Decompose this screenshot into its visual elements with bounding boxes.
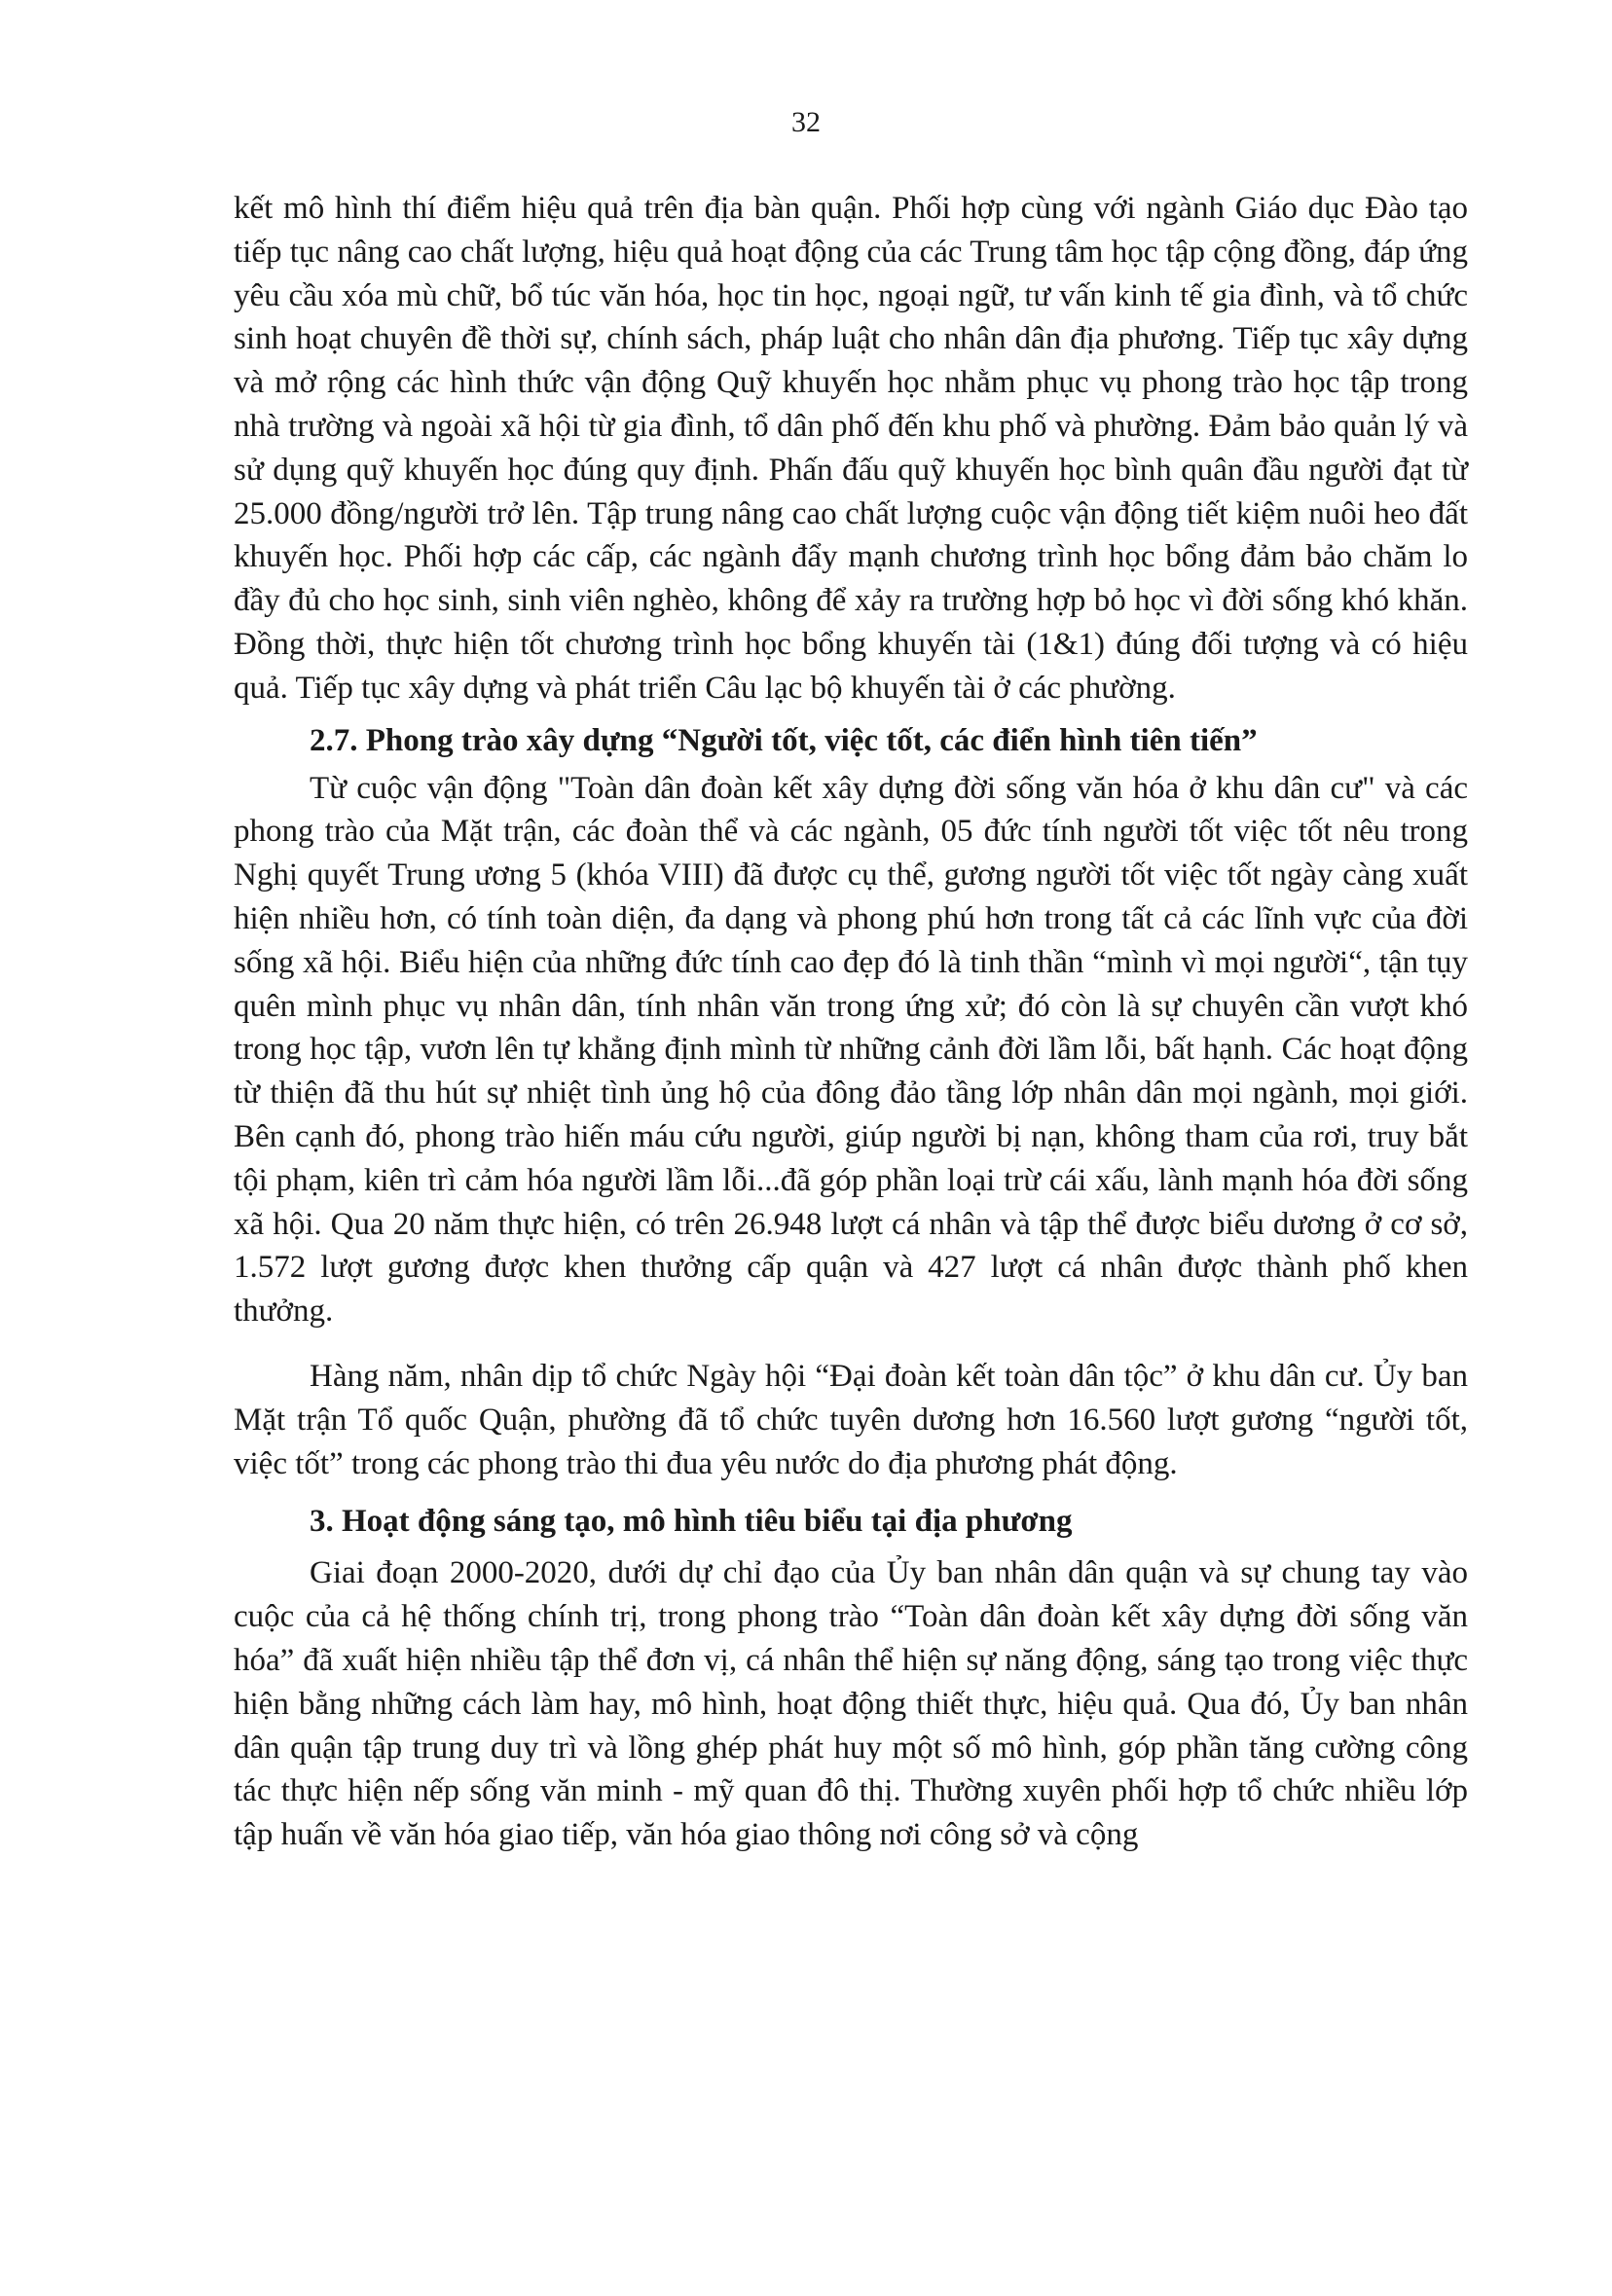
paragraph-khuyen-hoc: kết mô hình thí điểm hiệu quả trên địa bàn quận. Phối hợp cùng với ngành Giáo dục Đào tạo tiếp tục nâng cao chất lượng, hiệu quả hoạt động của các Trung tâm học tập cộng đồng, đáp ứng yêu cầu xóa mù chữ, bổ túc văn hóa, học tin học, ngoại ngữ, tư vấn kinh tế gia đình, và tổ chức sinh hoạt chuyên đề thời sự, chính sách, pháp luật cho nhân dân địa phương. Tiếp tục xây dựng và mở rộng các hình thức vận động Quỹ khuyến học nhằm phục vụ phong trào học tập trong nhà trường và ngoài xã hội từ gia đình, tổ dân phố đến khu phố và phường. Đảm bảo quản lý và sử dụng quỹ khuyến học đúng quy định. Phấn đấu quỹ khuyến học bình quân đầu người đạt từ 25.000 đồng/người trở lên. Tập trung nâng cao chất lượng cuộc vận động tiết kiệm nuôi heo đất khuyến học. Phối hợp các cấp, các ngành đẩy mạnh chương trình học bổng đảm bảo chăm lo đầy đủ cho học sinh, sinh viên nghèo, không để xảy ra trường hợp bỏ học vì đời sống khó khăn. Đồng thời, thực hiện tốt chương trình học bổng khuyến tài (1&1) đúng đối tượng và có hiệu quả. Tiếp tục xây dựng và phát triển Câu lạc bộ khuyến tài ở các phường. xyxy=(234,191,1468,706)
paragraph-nguoi-tot-viec-tot: Từ cuộc vận động "Toàn dân đoàn kết xây dựng đời sống văn hóa ở khu dân cư" và các phong trào của Mặt trận, các đoàn thể và các ngành, 05 đức tính người tốt việc tốt nêu trong Nghị quyết Trung ương 5 (khóa VIII) đã được cụ thể, gương người tốt việc tốt ngày càng xuất hiện nhiều hơn, có tính toàn diện, đa dạng và phong phú hơn trong tất cả các lĩnh vực của đời sống xã hội. Biểu hiện của những đức tính cao đẹp đó là tinh thần “mình vì mọi người“, tận tụy quên mình phục vụ nhân dân, tính nhân văn trong ứng xử; đó còn là sự chuyên cần vượt khó trong học tập, vươn lên tự khẳng định mình từ những cảnh đời lầm lỗi, bất hạnh. Các hoạt động từ thiện đã thu hút sự nhiệt tình ủng hộ của đông đảo tầng lớp nhân dân mọi ngành, mọi giới. Bên cạnh đó, phong trào hiến máu cứu người, giúp người bị nạn, không tham của rơi, truy bắt tội phạm, kiên trì cảm hóa người lầm lỗi...đã góp phần loại trừ cái xấu, lành mạnh hóa đời sống xã hội. Qua 20 năm thực hiện, có trên 26.948 lượt cá nhân và tập thể được biểu dương ở cơ sở, 1.572 lượt gương được khen thưởng cấp quận và 427 lượt cá nhân được thành phố khen thưởng. xyxy=(234,770,1468,1330)
paragraph-hoat-dong-sang-tao: Giai đoạn 2000-2020, dưới dự chỉ đạo của Ủy ban nhân dân quận và sự chung tay vào cuộc của cả hệ thống chính trị, trong phong trào “Toàn dân đoàn kết xây dựng đời sống văn hóa” đã xuất hiện nhiều tập thể đơn vị, cá nhân thể hiện sự năng động, sáng tạo trong việc thực hiện bằng những cách làm hay, mô hình, hoạt động thiết thực, hiệu quả. Qua đó, Ủy ban nhân dân quận tập trung duy trì và lồng ghép phát huy một số mô hình, góp phần tăng cường công tác thực hiện nếp sống văn minh - mỹ quan đô thị. Thường xuyên phối hợp tổ chức nhiều lớp tập huấn về văn hóa giao tiếp, văn hóa giao thông nơi công sở và cộng xyxy=(234,1555,1468,1853)
section-heading-3: 3. Hoạt động sáng tạo, mô hình tiêu biểu tại địa phương xyxy=(310,1504,1073,1540)
section-heading-2-7: 2.7. Phong trào xây dựng “Người tốt, việc tốt, các điển hình tiên tiến” xyxy=(310,722,1258,758)
paragraph-ngay-hoi-dai-doan-ket: Hàng năm, nhân dịp tổ chức Ngày hội “Đại đoàn kết toàn dân tộc” ở khu dân cư. Ủy ban Mặt trận Tổ quốc Quận, phường đã tổ chức tuyên dương hơn 16.560 lượt gương “người tốt, việc tốt” trong các phong trào thi đua yêu nước do địa phương phát động. xyxy=(234,1358,1468,1481)
page-number: 32 xyxy=(791,106,821,138)
document-body xyxy=(234,187,1468,1857)
